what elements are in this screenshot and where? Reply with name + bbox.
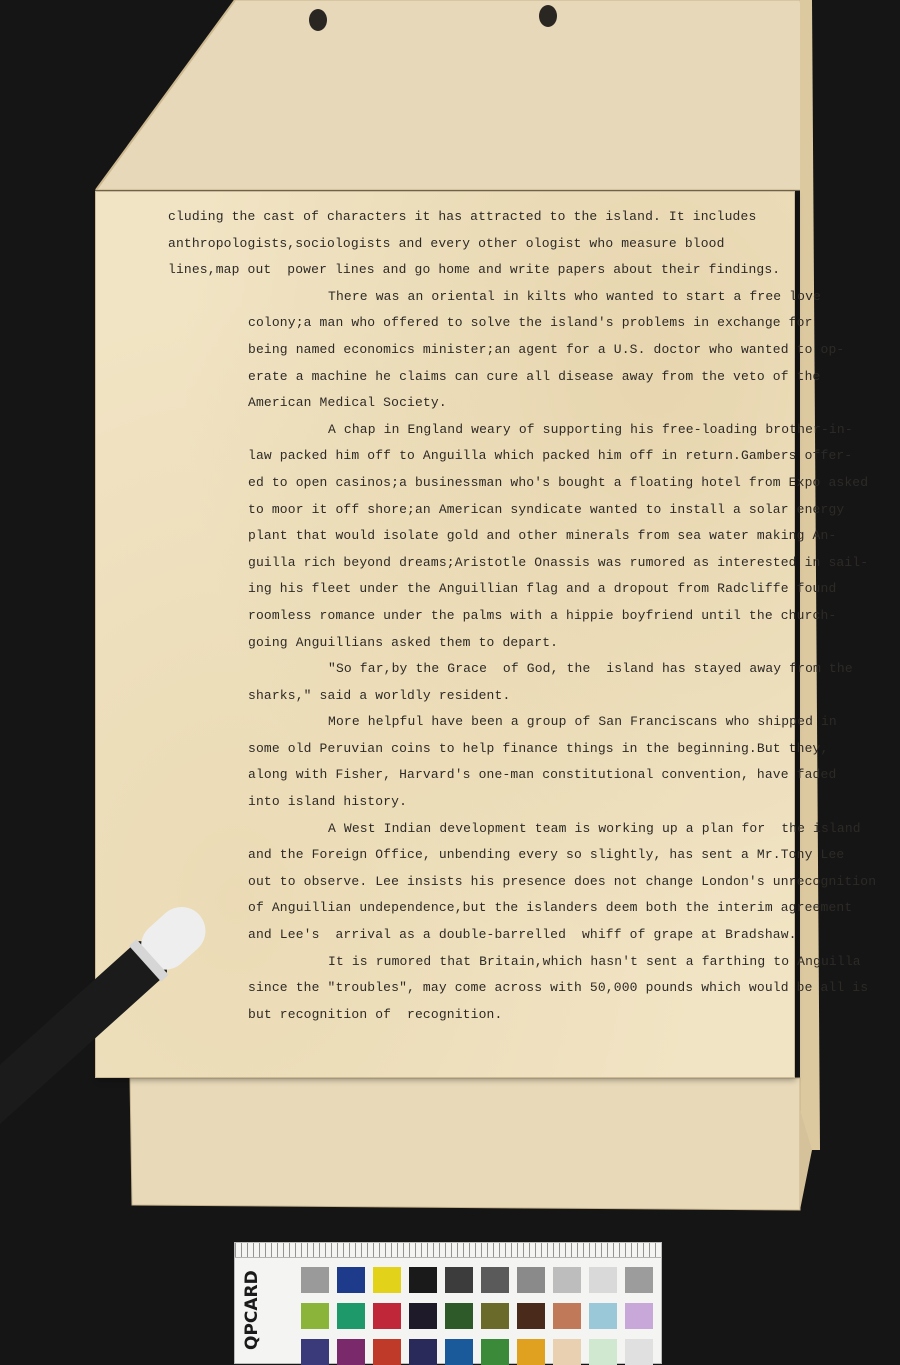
text-line: along with Fisher, Harvard's one-man constitutional convention, have faded bbox=[248, 767, 837, 783]
color-swatch bbox=[337, 1267, 365, 1293]
color-swatch bbox=[553, 1303, 581, 1329]
text-line: It is rumored that Britain,which hasn't sent a farthing to Anguilla bbox=[328, 953, 861, 969]
text-line: ing his fleet under the Anguillian flag and a dropout from Radcliffe found bbox=[248, 581, 837, 597]
paragraph bbox=[168, 816, 877, 949]
color-swatch bbox=[517, 1303, 545, 1329]
text-line: going Anguillians asked them to depart. bbox=[248, 634, 559, 650]
color-swatch bbox=[301, 1267, 329, 1293]
text-line: sharks," said a worldly resident. bbox=[248, 687, 511, 703]
punch-hole bbox=[539, 5, 557, 27]
color-swatch bbox=[481, 1267, 509, 1293]
color-swatch bbox=[625, 1267, 653, 1293]
text-line: some old Peruvian coins to help finance things in the beginning.But they, bbox=[248, 740, 829, 756]
text-line: law packed him off to Anguilla which packed him off in return.Gambers offer- bbox=[248, 448, 853, 464]
text-line: lines,map out power lines and go home and write papers about their findings. bbox=[168, 262, 781, 278]
color-swatch bbox=[409, 1303, 437, 1329]
color-swatch bbox=[373, 1339, 401, 1365]
text-line: A chap in England weary of supporting his free-loading brother-in- bbox=[328, 421, 853, 437]
color-swatch bbox=[589, 1303, 617, 1329]
color-swatch bbox=[337, 1303, 365, 1329]
text-line: and Lee's arrival as a double-barrelled whiff of grape at Bradshaw. bbox=[248, 927, 797, 943]
color-swatch bbox=[445, 1303, 473, 1329]
color-swatch bbox=[409, 1267, 437, 1293]
text-line: There was an oriental in kilts who wanted to start a free love bbox=[328, 288, 821, 304]
text-line: and the Foreign Office, unbending every so slightly, has sent a Mr.Tony Lee bbox=[248, 847, 845, 863]
text-line: to moor it off shore;an American syndicate wanted to install a solar energy bbox=[248, 501, 845, 517]
paragraph bbox=[168, 949, 869, 1029]
page-text bbox=[168, 204, 877, 1028]
text-line: anthropologists,sociologists and every other ologist who measure blood bbox=[168, 235, 725, 251]
text-line: guilla rich beyond dreams;Aristotle Onassis was rumored as interested in sail- bbox=[248, 554, 869, 570]
text-line: erate a machine he claims can cure all disease away from the veto of the bbox=[248, 368, 821, 384]
color-swatch bbox=[625, 1303, 653, 1329]
text-line: plant that would isolate gold and other minerals from sea water making An- bbox=[248, 528, 837, 544]
text-line: since the "troubles", may come across with 50,000 pounds which would be all is bbox=[248, 980, 869, 996]
color-swatch bbox=[553, 1267, 581, 1293]
text-line: American Medical Society. bbox=[248, 395, 447, 411]
paragraph bbox=[168, 656, 853, 709]
color-swatch bbox=[409, 1339, 437, 1365]
color-swatch bbox=[301, 1339, 329, 1365]
color-swatch bbox=[373, 1267, 401, 1293]
color-swatch bbox=[625, 1339, 653, 1365]
color-swatch bbox=[481, 1339, 509, 1365]
text-line: "So far,by the Grace of God, the island has stayed away from the bbox=[328, 661, 853, 677]
color-swatch bbox=[589, 1267, 617, 1293]
color-swatch bbox=[553, 1339, 581, 1365]
color-swatch bbox=[301, 1303, 329, 1329]
paragraph bbox=[168, 709, 837, 815]
text-line: roomless romance under the palms with a hippie boyfriend until the church- bbox=[248, 607, 837, 623]
paragraph bbox=[168, 284, 845, 417]
text-line: More helpful have been a group of San Franciscans who shipped in bbox=[328, 714, 837, 730]
color-swatch bbox=[337, 1339, 365, 1365]
punch-hole bbox=[309, 9, 327, 31]
color-swatch bbox=[589, 1339, 617, 1365]
color-swatch bbox=[481, 1303, 509, 1329]
color-calibration-card bbox=[234, 1242, 662, 1364]
text-line: out to observe. Lee insists his presence does not change London's unrecognition bbox=[248, 873, 877, 889]
text-line: cluding the cast of characters it has attracted to the island. It includes bbox=[168, 209, 757, 224]
text-line: being named economics minister;an agent for a U.S. doctor who wanted to op- bbox=[248, 341, 845, 357]
color-swatch bbox=[517, 1267, 545, 1293]
color-swatch bbox=[373, 1303, 401, 1329]
paragraph bbox=[168, 204, 788, 284]
color-swatch bbox=[517, 1339, 545, 1365]
paragraph bbox=[168, 417, 869, 656]
text-line: colony;a man who offered to solve the island's problems in exchange for bbox=[248, 315, 813, 331]
text-line: ed to open casinos;a businessman who's bought a floating hotel from Expo asked bbox=[248, 474, 869, 490]
text-line: of Anguillian undependence,but the islanders deem both the interim agreement bbox=[248, 900, 853, 916]
text-line: A West Indian development team is working up a plan for the island bbox=[328, 820, 861, 836]
ruler bbox=[235, 1243, 661, 1258]
text-line: but recognition of recognition. bbox=[248, 1006, 503, 1022]
card-logo: QPCARD bbox=[242, 1270, 262, 1350]
color-swatch bbox=[445, 1339, 473, 1365]
color-swatch bbox=[445, 1267, 473, 1293]
text-line: into island history. bbox=[248, 794, 408, 810]
